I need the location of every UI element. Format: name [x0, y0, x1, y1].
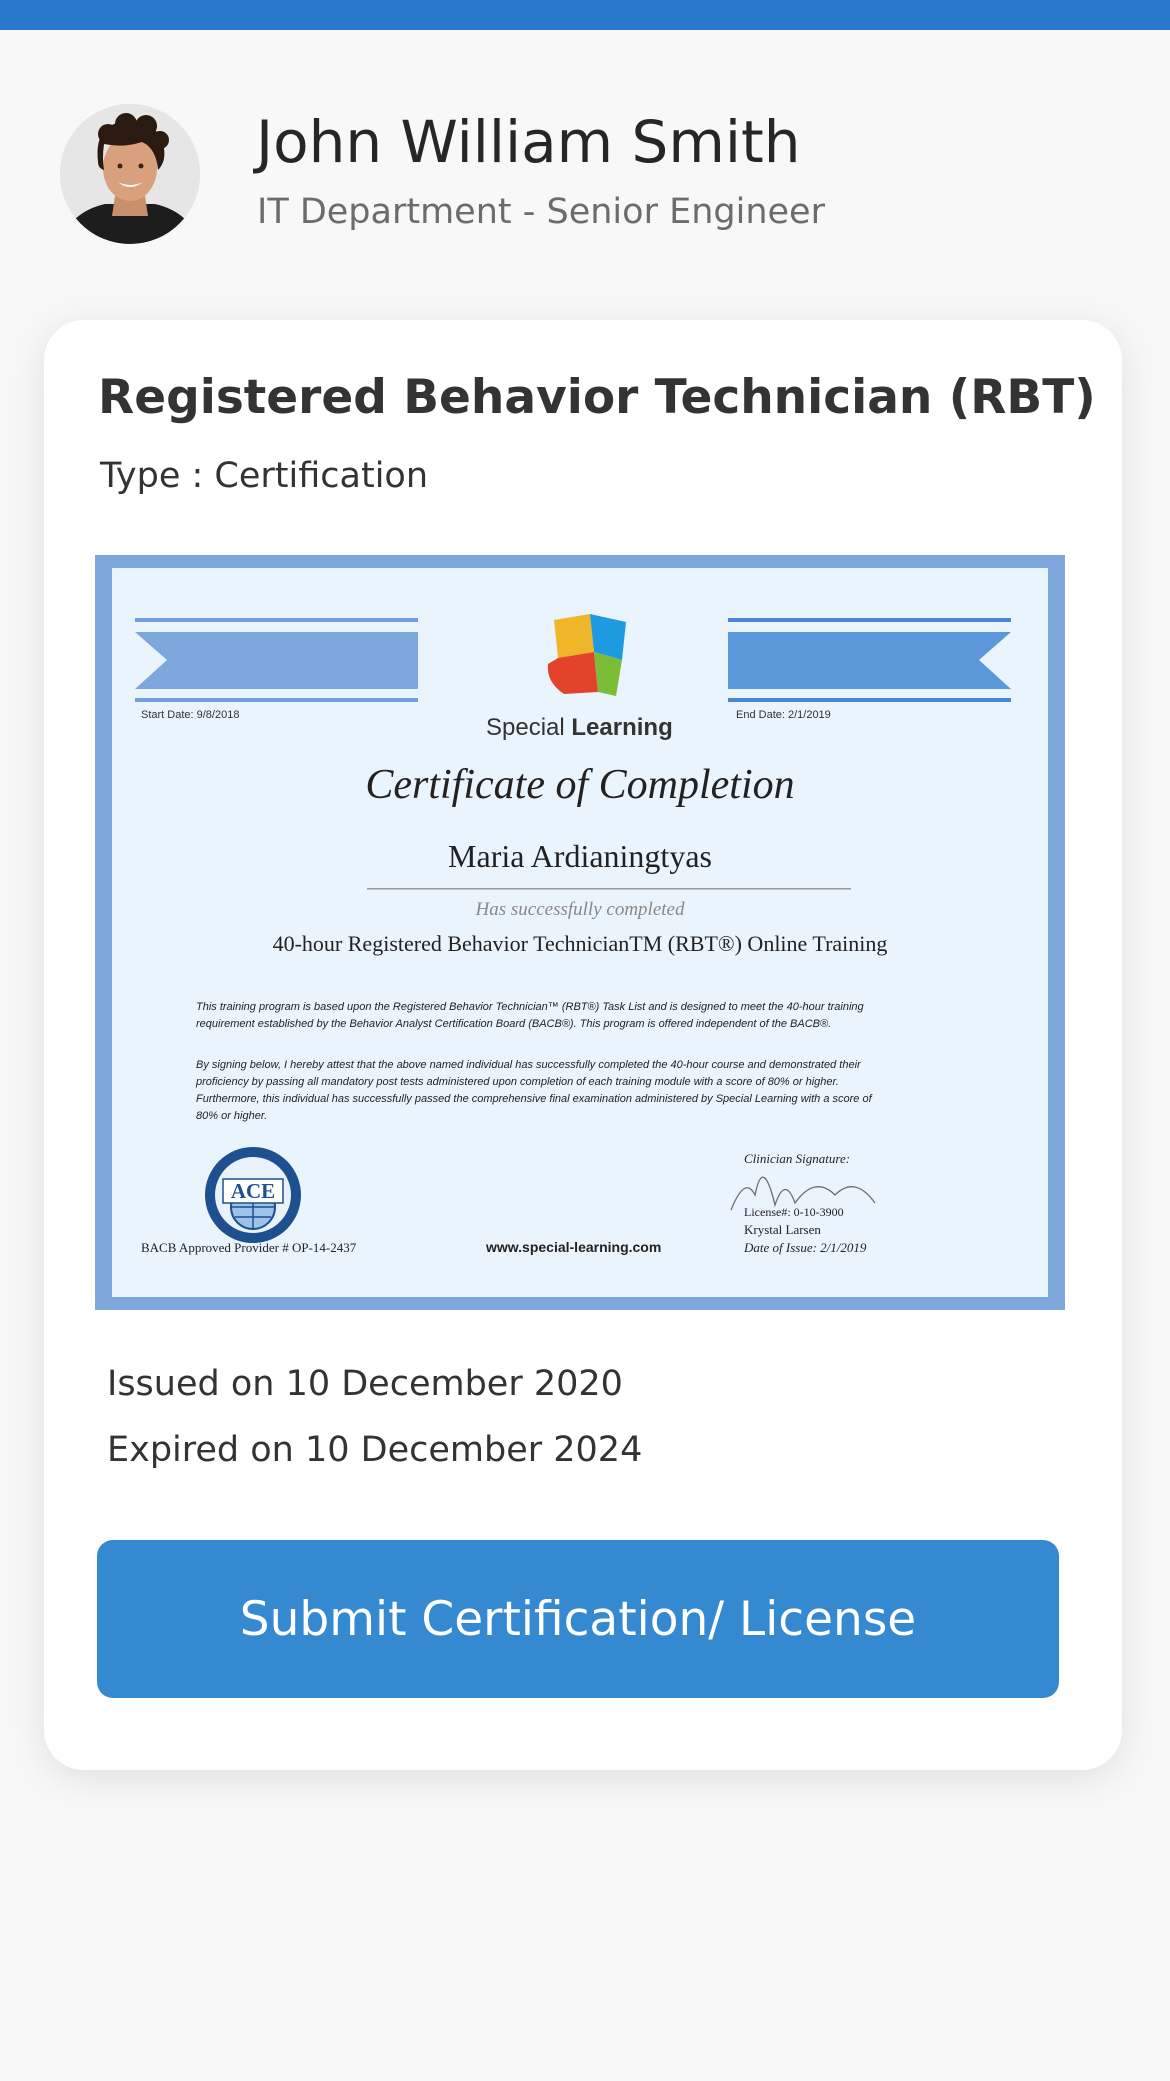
user-name: John William Smith	[256, 108, 801, 176]
cert-completed: Has successfully completed	[475, 899, 685, 920]
submit-certification-button[interactable]: Submit Certification/ License	[97, 1540, 1059, 1698]
status-bar	[0, 0, 1170, 30]
certificate-graphic	[95, 555, 1065, 1310]
certification-type: Type : Certification	[100, 456, 429, 496]
recipient-underline	[367, 888, 851, 890]
user-role: IT Department - Senior Engineer	[257, 192, 825, 232]
cert-website: www.special-learning.com	[486, 1239, 662, 1255]
avatar[interactable]	[60, 104, 200, 244]
ace-label: ACE	[230, 1179, 276, 1203]
cert-para1-line1: This training program is based upon the Registered Behavior Technician™ (RBT®) Task List and is designed to meet the 40-hour training	[196, 1001, 864, 1013]
cert-para2-line2: proficiency by passing all mandatory post tests administered upon completion of each training module with a score of 80% or higher.	[196, 1076, 839, 1088]
cert-para1-line2: requirement established by the Behavior Analyst Certification Board (BACB®). This program is offered independent of the BACB®.	[196, 1018, 832, 1030]
brand-logo-text: Special Learning	[486, 714, 673, 741]
cert-signer: Krystal Larsen	[744, 1222, 821, 1237]
profile-header	[60, 104, 1140, 244]
certificate-image[interactable]	[95, 555, 1065, 1310]
cert-start-date: Start Date: 9/8/2018	[141, 709, 240, 721]
certification-card	[44, 320, 1122, 1770]
cert-clinician-label: Clinician Signature:	[744, 1151, 851, 1166]
certification-title: Registered Behavior Technician (RBT)	[98, 370, 1096, 425]
ace-seal-icon	[205, 1147, 301, 1243]
issued-date: Issued on 10 December 2020	[107, 1364, 623, 1404]
person-photo-icon	[60, 104, 200, 244]
cert-recipient: Maria Ardianingtyas	[448, 838, 712, 874]
cert-para2-line1: By signing below, I hereby attest that the above named individual has successfully completed the 40-hour course and demonstrated their	[196, 1059, 861, 1071]
cert-provider: BACB Approved Provider # OP-14-2437	[141, 1240, 357, 1255]
cert-end-date: End Date: 2/1/2019	[736, 709, 831, 721]
cert-license: License#: 0-10-3900	[744, 1205, 844, 1219]
cert-date-of-issue: Date of Issue: 2/1/2019	[744, 1240, 867, 1255]
puzzle-logo-icon	[548, 614, 626, 696]
cert-para2-line3: Furthermore, this individual has successfully passed the comprehensive final examination administered by Special Learning with a score of	[196, 1093, 872, 1105]
cert-course: 40-hour Registered Behavior TechnicianTM (RBT®) Online Training	[272, 931, 888, 956]
cert-para2-line4: 80% or higher.	[196, 1110, 268, 1122]
expired-date: Expired on 10 December 2024	[107, 1430, 643, 1470]
cert-heading: Certificate of Completion	[365, 762, 795, 808]
